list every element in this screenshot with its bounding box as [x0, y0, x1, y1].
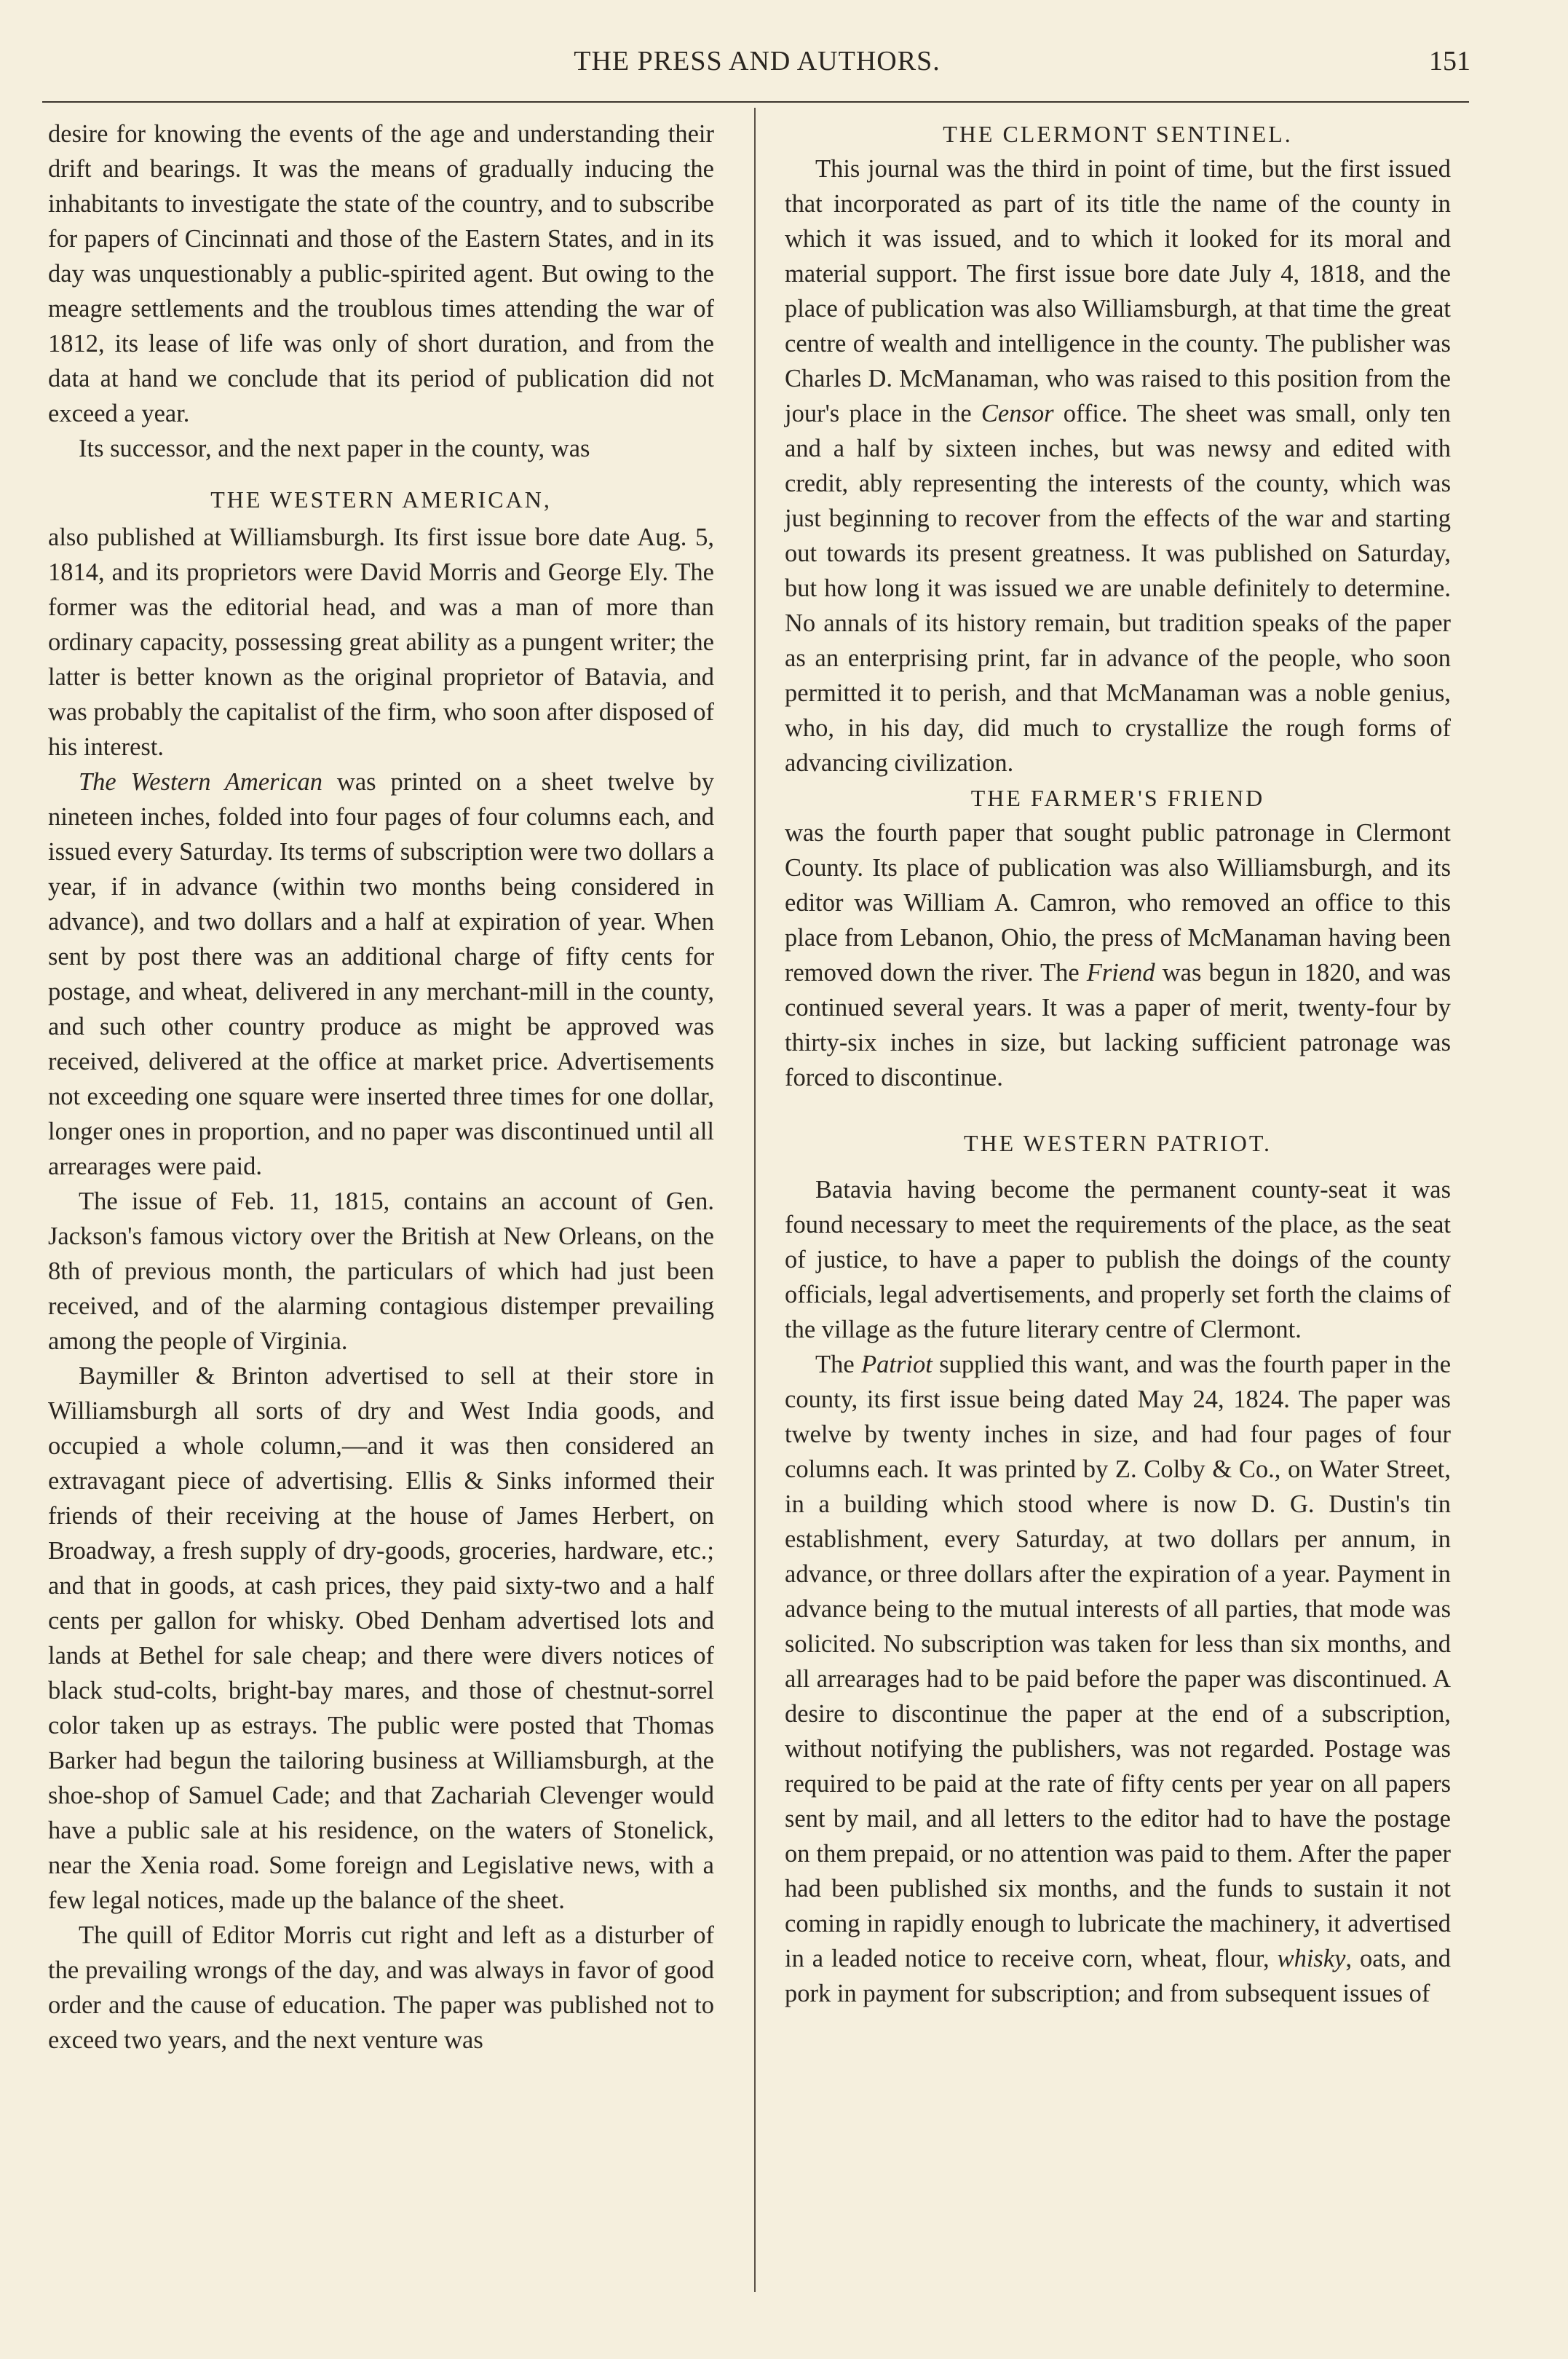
- paragraph: desire for knowing the events of the age and understanding their drift and bearings. It was the means of gradually inducing the inhabitants to investigate the state of the country, and to subscribe for papers of Cincinnati and those of the Eastern States, and in its day was unquestionably a public-spirited agent. But owing to the meagre settlements and the troublous times attending the war of 1812, its lease of life was only of short duration, and from the data at hand we conclude that its period of publication did not exceed a year.: [48, 120, 714, 427]
- page-header: [44, 29, 1470, 95]
- paragraph-text: supplied this want, and was the fourth paper in the county, its first issue being dated May 24, 1824. The paper was twelve by twenty inches in size, and had four pages of four columns each. It was printed by Z. Colby & Co., on Water Street, in a building which stood where is now D. G. Dustin's tin establishment, every Saturday, at two dollars per annum, in advance, or three dollars after the expiration of a year. Payment in advance being to the mutual interests of all parties, that mode was solicited. No subscription was taken for less than six months, and all arrearages had to be paid before the paper was discontinued. A desire to discontinue the paper at the end of a subscription, without notifying the publishers, was not regarded. Postage was required to be paid at the rate of fifty cents per year on all papers sent by mail, and all letters to the editor had to have the postage on them prepaid, or no attention was paid to them. After the paper had been published six months, and the funds to sustain it not coming in rapidly enough to lubricate the machinery, it advertised in a leaded notice to receive corn, wheat, flour,: [785, 1351, 1452, 1972]
- running-title: THE PRESS AND AUTHORS.: [574, 46, 941, 76]
- italic-title: Censor: [981, 400, 1054, 427]
- paragraph-text: was begun in 1820, and was continued several years. It was a paper of merit, twenty-four by thirty-six inches in size, but lacking sufficient patronage was forced to discontinue.: [785, 959, 1451, 1091]
- paragraph-text: office. The sheet was small, only ten and a half by sixteen inches, but was newsy and edited with credit, ably representing the interests of the county, which was just beginning to recover from the effects of the war and starting out towards its present greatness. It was published on Saturday, but how long it was issued we are unable definitely to determine. No annals of its history remain, but tradition speaks of the paper as an enterprising print, far in advance of the people, who soon permitted it to perish, and that McManaman was a noble genius, who, in his day, did much to crystallize the rough forms of advancing civilization.: [785, 400, 1451, 777]
- italic-title: Friend: [1086, 959, 1155, 987]
- section-heading-clermont-sentinel: THE CLERMONT SENTINEL.: [943, 121, 1293, 147]
- header-rule: [42, 101, 1469, 103]
- paragraph: The issue of Feb. 11, 1815, contains an account of Gen. Jackson's famous victory over the British at New Orleans, on the 8th of previous month, the particulars of which had just been received, and of the alarming contagious distemper prevailing among the people of Virginia.: [48, 1188, 714, 1355]
- paragraph: [785, 815, 1451, 1095]
- paragraph: Batavia having become the permanent county-seat it was found necessary to meet the requirements of the place, as the seat of justice, to have a paper to publish the doings of the county officials, legal advertisements, and properly set forth the claims of the village as the future literary centre of Clermont.: [785, 1176, 1451, 1343]
- right-column: [785, 116, 1451, 2011]
- paragraph: Baymiller & Brinton advertised to sell at their store in Williamsburgh all sorts of dry and West India goods, and occupied a whole column,—and it was then considered an extravagant piece of advertising. Ellis & Sinks informed their friends of their receiving at the house of James Herbert, on Broadway, a fresh supply of dry-goods, groceries, hardware, etc.; and that in goods, at cash prices, they paid sixty-two and a half cents per gallon for whisky. Obed Denham advertised lots and lands at Bethel for sale cheap; and there were divers notices of black stud-colts, bright-bay mares, and those of chestnut-sorrel color taken up as estrays. The public were posted that Thomas Barker had begun the tailoring business at Williamsburgh, at the shoe-shop of Samuel Cade; and that Zachariah Clevenger would have a public sale at his residence, on the waters of Stonelick, near the Xenia road. Some foreign and Legislative news, with a few legal notices, made up the balance of the sheet.: [48, 1362, 714, 1914]
- paragraph: [785, 151, 1451, 781]
- paragraph-text: was the fourth paper that sought public patronage in Clermont County. Its place of publication was also Williamsburgh, and its editor was William A. Camron, who removed an office to this place from Lebanon, Ohio, the press of McManaman having been removed down the river. The: [785, 819, 1451, 987]
- page-number: 151: [1429, 46, 1470, 76]
- left-column: [48, 116, 714, 2058]
- paragraph: The quill of Editor Morris cut right and left as a disturber of the prevailing wrongs of the day, and was always in favor of good order and the cause of education. The paper was published not to exceed two years, and the next venture was: [48, 1921, 714, 2054]
- paragraph-text: , oats, and pork in payment for subscription; and from subsequent issues of: [785, 1945, 1451, 2007]
- paragraph: Its successor, and the next paper in the county, was: [79, 435, 590, 462]
- section-heading-farmers-friend: THE FARMER'S FRIEND: [970, 785, 1265, 811]
- paragraph-text: was printed on a sheet twelve by nineteen inches, folded into four pages of four columns each, and issued every Saturday. Its terms of subscription were two dollars a year, if in advance (within two months being considered in advance), and two dollars and a half at expiration of year. When sent by post there was an additional charge of fifty cents for postage, and wheat, delivered in any merchant-mill in the county, and such other country produce as might be approved was received, delivered at the office at market price. Advertisements not exceeding one square were inserted three times for one dollar, longer ones in proportion, and no paper was discontinued until all arrearages were paid.: [48, 768, 714, 1180]
- paragraph-text: This journal was the third in point of time, but the first issued that incorporated as part of its title the name of the county in which it was issued, and to which it looked for its moral and material support. The first issue bore date July 4, 1818, and the place of publication was also Williamsburgh, at that time the great centre of wealth and intelligence in the county. The publisher was Charles D. McManaman, who was raised to this position from the jour's place in the: [785, 155, 1451, 427]
- paragraph: also published at Williamsburgh. Its first issue bore date Aug. 5, 1814, and its proprietors were David Morris and George Ely. The former was the editorial head, and was a man of more than ordinary capacity, possessing great ability as a pungent writer; the latter is better known as the original proprietor of Batavia, and was probably the capitalist of the firm, who soon after disposed of his interest.: [48, 523, 714, 761]
- section-heading-western-american: THE WESTERN AMERICAN,: [210, 486, 552, 513]
- italic-title: The Western American: [79, 768, 322, 796]
- column-divider: [754, 108, 756, 2292]
- italic-word: whisky: [1277, 1945, 1346, 1972]
- section-heading-western-patriot: THE WESTERN PATRIOT.: [964, 1130, 1272, 1156]
- paragraph-text: The: [815, 1351, 862, 1378]
- paragraph: [48, 764, 714, 1184]
- italic-title: Patriot: [861, 1351, 933, 1378]
- paragraph: [785, 1347, 1451, 2011]
